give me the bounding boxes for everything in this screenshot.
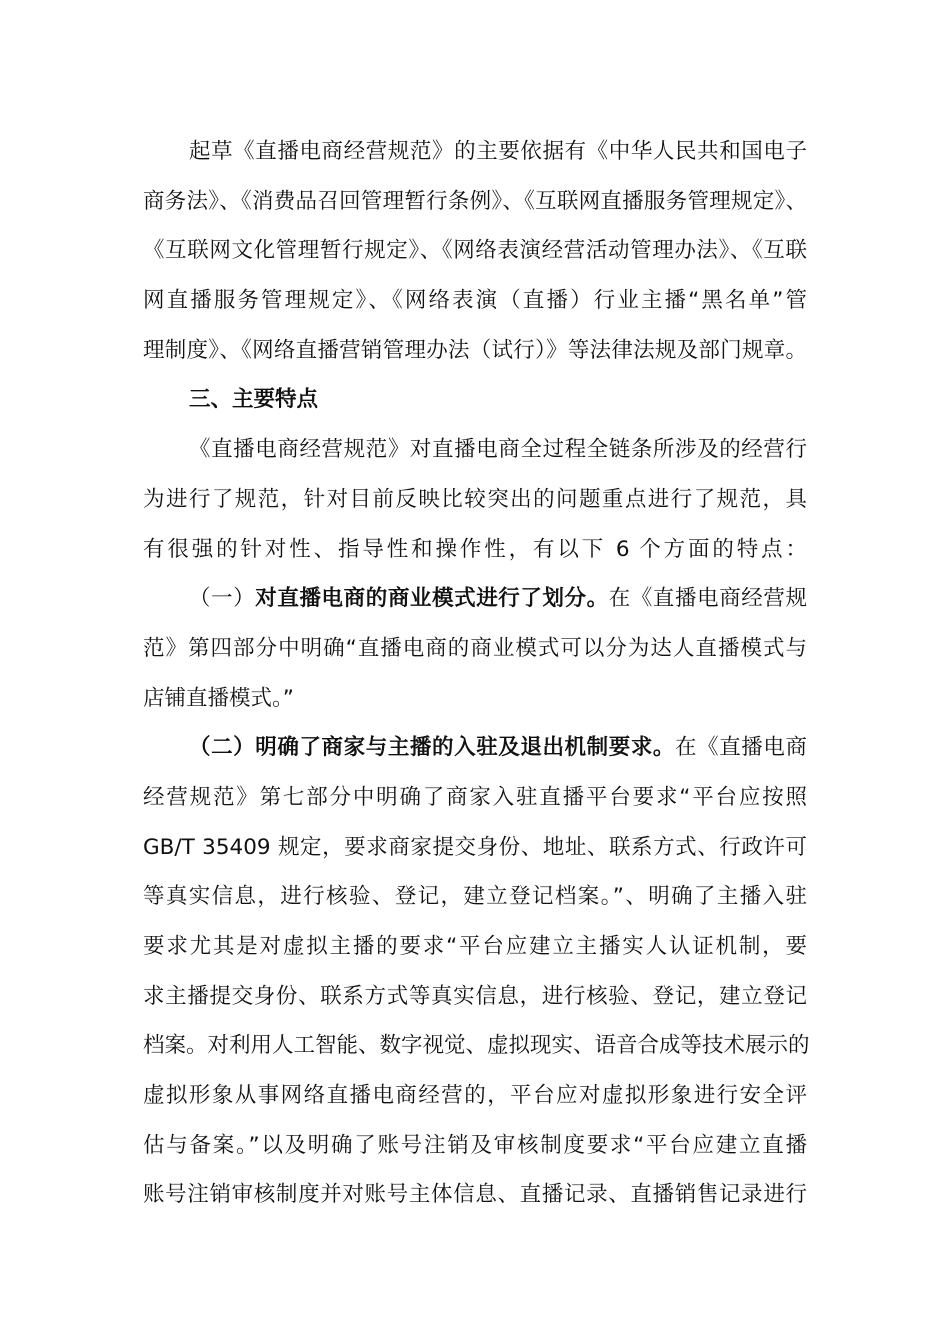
text-line bbox=[143, 773, 807, 823]
text-line bbox=[143, 177, 807, 227]
text-line bbox=[143, 1021, 810, 1071]
text-segment: 理制度》、《网络直播营销管理办法（试行）》等法律法规及部门规章。 bbox=[143, 337, 807, 363]
text-segment: （一） bbox=[189, 586, 256, 612]
text-line bbox=[143, 972, 807, 1022]
document-body bbox=[143, 127, 810, 1220]
text-segment: 档案。对利用人工智能、数字视觉、虚拟现实、语音合成等技术展示的 bbox=[143, 1033, 810, 1059]
text-segment: 有很强的针对性、指导性和操作性，有以下 6 个方面的特点： bbox=[143, 536, 807, 562]
section-heading bbox=[143, 375, 807, 425]
text-line bbox=[143, 823, 807, 873]
text-segment: 求主播提交身份、联系方式等真实信息，进行核验、登记，建立登记 bbox=[143, 983, 807, 1009]
text-segment: GB/T 35409 规定，要求商家提交身份、地址、联系方式、行政许可 bbox=[143, 834, 807, 860]
text-line bbox=[143, 624, 807, 674]
bold-text: 三、主要特点 bbox=[189, 387, 319, 413]
text-segment: 在《直播电商经营规 bbox=[608, 586, 807, 612]
text-line bbox=[143, 1170, 807, 1220]
text-segment: 商务法》、《消费品召回管理暂行条例》、《互联网直播服务管理规定》、 bbox=[143, 188, 807, 214]
text-segment: 经营规范》第七部分中明确了商家入驻直播平台要求“平台应按照 bbox=[143, 784, 807, 810]
text-line bbox=[143, 574, 807, 624]
bold-text: 对直播电商的商业模式进行了划分。 bbox=[255, 586, 609, 612]
text-line bbox=[143, 425, 807, 475]
text-line bbox=[143, 1121, 807, 1171]
text-line bbox=[143, 525, 807, 575]
text-segment: 账号注销审核制度并对账号主体信息、直播记录、直播销售记录进行 bbox=[143, 1182, 807, 1208]
text-segment: 估与备案。”以及明确了账号注销及审核制度要求“平台应建立直播 bbox=[143, 1132, 807, 1158]
text-line bbox=[143, 127, 807, 177]
text-segment: 店铺直播模式。” bbox=[143, 685, 294, 711]
text-segment: 起草《直播电商经营规范》的主要依据有《中华人民共和国电子 bbox=[189, 139, 807, 164]
text-line bbox=[143, 723, 807, 773]
text-segment: 《互联网文化管理暂行规定》、《网络表演经营活动管理办法》、《互联 bbox=[143, 238, 807, 264]
text-line bbox=[143, 475, 807, 525]
text-line bbox=[143, 922, 807, 972]
text-segment: 虚拟形象从事网络直播电商经营的，平台应对虚拟形象进行安全评 bbox=[143, 1083, 807, 1109]
text-line bbox=[143, 226, 807, 276]
text-segment: 网直播服务管理规定》、《网络表演（直播）行业主播“黑名单”管 bbox=[143, 288, 807, 314]
text-segment: 为进行了规范，针对目前反映比较突出的问题重点进行了规范，具 bbox=[143, 486, 807, 512]
text-segment: 要求尤其是对虚拟主播的要求“平台应建立主播实人认证机制，要 bbox=[143, 934, 807, 959]
text-segment: 《直播电商经营规范》对直播电商全过程全链条所涉及的经营行 bbox=[189, 437, 807, 463]
text-segment: 在《直播电商 bbox=[675, 735, 807, 761]
text-line bbox=[143, 1071, 807, 1121]
text-line bbox=[143, 674, 807, 724]
text-line bbox=[143, 326, 807, 376]
text-line bbox=[143, 276, 807, 326]
text-line bbox=[143, 872, 807, 922]
text-segment: 范》第四部分中明确“直播电商的商业模式可以分为达人直播模式与 bbox=[143, 635, 807, 661]
bold-text: （二）明确了商家与主播的入驻及退出机制要求。 bbox=[189, 735, 676, 761]
text-segment: 等真实信息，进行核验、登记，建立登记档案。”、明确了主播入驻 bbox=[143, 884, 807, 910]
